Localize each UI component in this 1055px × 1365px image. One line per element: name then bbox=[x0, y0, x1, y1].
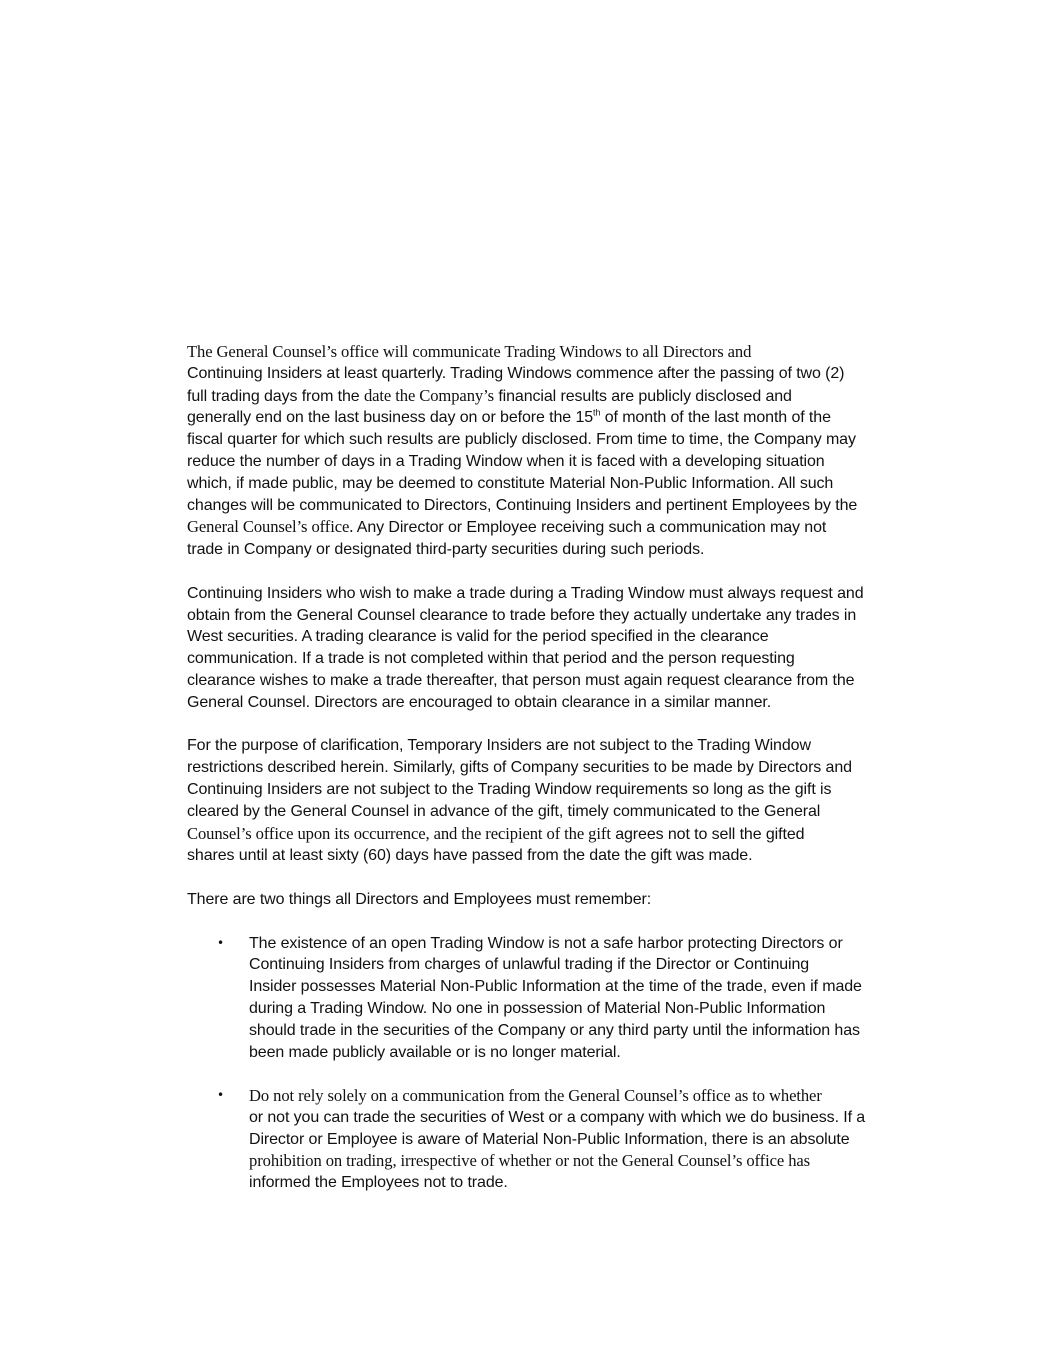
text-line: restrictions described herein. Similarly, gifts of Company securities to be made by Directors and bbox=[187, 759, 852, 777]
paragraph-remember bbox=[187, 889, 932, 911]
text-line: prohibition on trading, irrespective of whether or not the General Counsel’s office has bbox=[249, 1151, 811, 1171]
text-line: Continuing Insiders at least quarterly. Trading Windows commence after the passing of two (2) bbox=[187, 364, 845, 382]
text-line: reduce the number of days in a Trading Window when it is faced with a developing situation bbox=[187, 452, 825, 470]
text-run: Any Director or Employee receiving such a communication may not bbox=[353, 519, 827, 537]
text-line: The existence of an open Trading Window is not a safe harbor protecting Directors or bbox=[249, 934, 843, 952]
paragraph-trading-windows bbox=[187, 341, 932, 561]
bullet-list bbox=[187, 933, 932, 1195]
text-line: which, if made public, may be deemed to constitute Material Non-Public Information. All such bbox=[187, 474, 834, 492]
text-line: Insider possesses Material Non-Public Information at the time of the trade, even if made bbox=[249, 978, 862, 996]
text-line: fiscal quarter for which such results are publicly disclosed. From time to time, the Company may bbox=[187, 431, 856, 449]
text-line: Continuing Insiders from charges of unlawful trading if the Director or Continuing bbox=[249, 956, 810, 974]
superscript: th bbox=[593, 408, 601, 419]
text-line: General Counsel. Directors are encouraged to obtain clearance in a similar manner. bbox=[187, 693, 772, 711]
text-line: shares until at least sixty (60) days have passed from the date the gift was made. bbox=[187, 847, 753, 865]
text-line: been made publicly available or is no longer material. bbox=[249, 1043, 621, 1061]
text-line: There are two things all Directors and Employees must remember: bbox=[187, 890, 652, 908]
text-line: Continuing Insiders who wish to make a trade during a Trading Window must always request and bbox=[187, 584, 864, 602]
text-line: informed the Employees not to trade. bbox=[249, 1174, 508, 1192]
text-run: date the Company’s bbox=[363, 385, 494, 405]
text-run: Counsel’s office upon its occurrence, and the recipient of the gift bbox=[187, 823, 611, 843]
text-line: communication. If a trade is not completed within that period and the person requesting bbox=[187, 650, 795, 668]
text-line: clearance wishes to make a trade thereafter, that person must again request clearance from the bbox=[187, 671, 855, 689]
text-line bbox=[187, 823, 932, 846]
text-run: financial results are publicly disclosed and bbox=[493, 387, 792, 405]
text-line: For the purpose of clarification, Temporary Insiders are not subject to the Trading Window bbox=[187, 737, 811, 755]
bullet-icon: • bbox=[217, 935, 224, 950]
document-body bbox=[187, 341, 932, 1216]
text-line: West securities. A trading clearance is valid for the period specified in the clearance bbox=[187, 628, 769, 646]
list-item bbox=[187, 1085, 932, 1194]
text-line bbox=[187, 385, 932, 408]
text-line: changes will be communicated to Directors, Continuing Insiders and pertinent Employees by the bbox=[187, 496, 858, 514]
text-line bbox=[187, 516, 932, 539]
text-line: cleared by the General Counsel in advance of the gift, timely communicated to the General bbox=[187, 802, 821, 820]
text-line bbox=[187, 407, 932, 429]
text-line: obtain from the General Counsel clearance to trade before they actually undertake any trades in bbox=[187, 606, 857, 624]
text-run: General Counsel’s office. bbox=[187, 517, 354, 537]
text-line: trade in Company or designated third-party securities during such periods. bbox=[187, 541, 705, 559]
text-line: Do not rely solely on a communication from the General Counsel’s office as to whether bbox=[249, 1086, 822, 1106]
text-line: should trade in the securities of the Company or any third party until the information has bbox=[249, 1021, 860, 1039]
text-run: agrees not to sell the gifted bbox=[610, 825, 805, 843]
text-run: generally end on the last business day on or before the 15 bbox=[187, 409, 594, 427]
text-line: The General Counsel’s office will communicate Trading Windows to all Directors and bbox=[187, 342, 752, 361]
text-line: during a Trading Window. No one in possession of Material Non-Public Information bbox=[249, 999, 826, 1017]
bullet-icon: • bbox=[217, 1088, 224, 1103]
text-run: of month of the last month of the bbox=[600, 409, 831, 427]
list-item bbox=[187, 933, 932, 1064]
text-line: Director or Employee is aware of Material Non-Public Information, there is an absolute bbox=[249, 1130, 850, 1148]
paragraph-clearance bbox=[187, 583, 932, 714]
text-line: Continuing Insiders are not subject to the Trading Window requirements so long as the gift is bbox=[187, 780, 832, 798]
paragraph-clarification bbox=[187, 735, 932, 867]
text-line: or not you can trade the securities of West or a company with which we do business. If a bbox=[249, 1108, 866, 1126]
text-run: full trading days from the bbox=[187, 387, 364, 405]
